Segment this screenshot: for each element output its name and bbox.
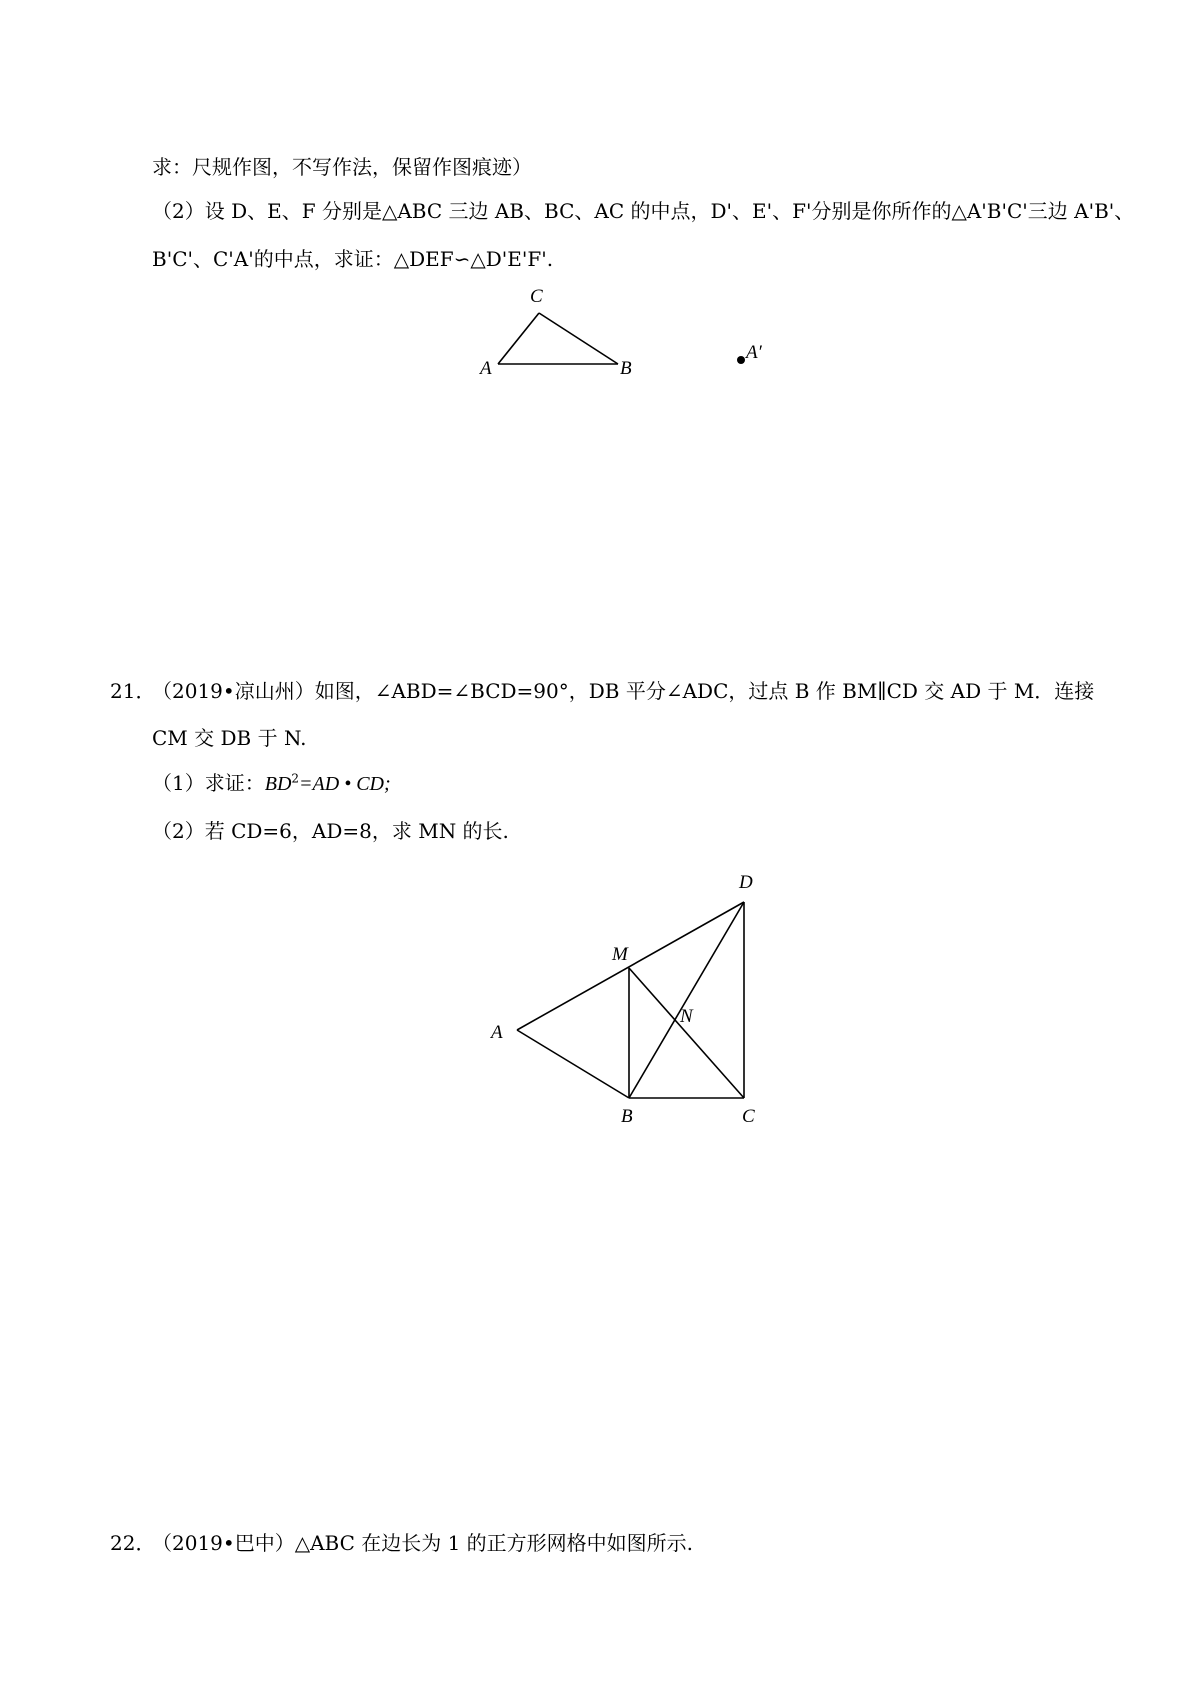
label-a-prime: A′ xyxy=(746,342,762,363)
triangle-abc xyxy=(498,313,618,364)
q21-part-1-bd: BD xyxy=(264,773,292,795)
segment-bd xyxy=(629,902,744,1098)
q22-line-1: （2019•巴中）△ABC 在边长为 1 的正方形网格中如图所示. xyxy=(152,1531,694,1555)
side-cb xyxy=(539,313,618,364)
q21-line-2: CM 交 DB 于 N. xyxy=(152,726,307,750)
label-b: B xyxy=(620,358,632,379)
segment-ab xyxy=(517,1030,629,1098)
q20-line-2: （2）设 D、E、F 分别是△ABC 三边 AB、BC、AC 的中点，D'、E'、F'分别是你所作的△A'B'C'三边 A'B'、 xyxy=(152,199,1135,223)
q21-part-1-exponent: 2 xyxy=(291,771,300,786)
side-ac xyxy=(498,313,539,364)
label-m: M xyxy=(612,944,628,965)
q21-number: 21． xyxy=(110,679,156,703)
segment-ad xyxy=(517,902,744,1030)
q21-figure xyxy=(0,860,1200,1127)
segment-mc xyxy=(629,968,744,1098)
label-n: N xyxy=(680,1006,693,1027)
q20-line-1: 求：尺规作图，不写作法，保留作图痕迹） xyxy=(152,155,532,179)
label-a: A xyxy=(491,1022,503,1043)
point-a-prime xyxy=(737,356,745,364)
q21-part-1 xyxy=(152,770,391,797)
label-d: D xyxy=(739,872,753,893)
q20-figure xyxy=(0,280,1200,400)
q21-part-1-prefix: （1）求证： xyxy=(152,771,265,795)
q21-line-1: （2019•凉山州）如图，∠ABD=∠BCD=90°，DB 平分∠ADC，过点 B 作 BM∥CD 交 AD 于 M．连接 xyxy=(152,679,1095,703)
q22-number: 22． xyxy=(110,1531,156,1555)
q21-part-2: （2）若 CD=6，AD=8，求 MN 的长. xyxy=(152,819,509,843)
q20-line-3: B'C'、C'A'的中点，求证：△DEF∽△D'E'F'. xyxy=(152,247,554,271)
label-c: C xyxy=(530,286,543,307)
label-b: B xyxy=(621,1106,633,1127)
label-a: A xyxy=(480,358,492,379)
q21-part-1-rest: =AD • CD; xyxy=(299,773,391,795)
label-c: C xyxy=(742,1106,755,1127)
